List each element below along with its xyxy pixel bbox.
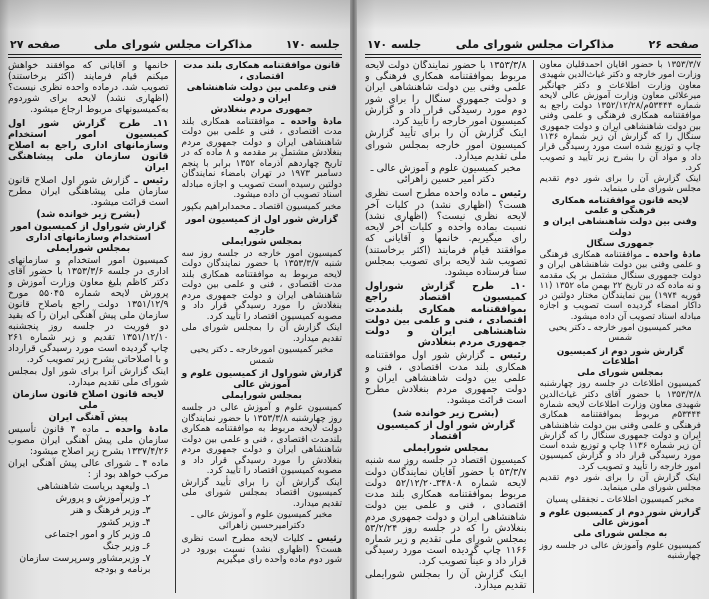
page-number: صفحه ۲۷ bbox=[10, 37, 61, 51]
running-title: مذاکرات مجلس شورای ملی bbox=[455, 37, 615, 51]
paragraph-text: ۱۳۵۳/۳/۸ با حضور نمایندگان دولت لایحه مربوط بموافقتنامه همکاری فرهنگی و علمی وفنی بین دولت شاهنشاهی ایران و دولت جمهوری سنگال را برای شور دوم مورد رسیدگی قرار داد و گزارش کمیسیون امور خارجه را تأیید کرد. bbox=[365, 60, 527, 128]
centered-title-text: گزارش شور دوم از کمیسیون اطلاعات bbox=[556, 346, 684, 367]
page-fold bbox=[350, 0, 357, 599]
centered-title bbox=[182, 105, 343, 116]
centered-title bbox=[365, 443, 527, 454]
list-item bbox=[8, 505, 169, 516]
paragraph bbox=[8, 60, 169, 115]
rapporteur-signature bbox=[182, 345, 343, 366]
paragraph-text: ماده واحده مطرح است نظری هست؟ (اظهاری نشد) در کلیات آخر لایحه نظری نیست؟ (اظهاری نشد) نسبت بماده واحده و کلیات آخر لایحه رای میگیریم. خانمها و آقایانی که موافقند قیام فرمایند (اکثر برخاستند) تصویب شد لایحه برای تصویب بمجلس سنا فرستاده میشود. bbox=[365, 188, 527, 278]
paragraph-text: ماده ۴ قانون تأسیس سازمان ملی پیش آهنگی ایران مصوب ۱۳۳۷/۴/۲۶ بشرح زیر اصلاح میشود: bbox=[8, 424, 169, 457]
centered-title bbox=[540, 368, 702, 378]
paragraph-lead: رئیس ـ bbox=[492, 188, 527, 200]
paragraph bbox=[365, 128, 527, 162]
centered-title bbox=[540, 347, 702, 368]
rapporteur-signature bbox=[365, 163, 527, 185]
list-item bbox=[8, 553, 169, 575]
paragraph bbox=[540, 473, 702, 494]
list-item bbox=[8, 529, 169, 540]
paragraph-text: کمیسیون علوم و آموزش عالی در جلسه روز چهارشنبه ۱۳۵۳/۳/۸ با حضور نمایندگان دولت لایحه مربوط به موافقتنامه همکاری بلندمدت اقتصادی ، فنی و علمی بین دولت شاهنشاهی ایران و دولت جمهوری مردم بنغلادش را مورد رسیدگی قرار داد و مصوبه کمیسیون اقتصاد را تأیید کرد. bbox=[181, 402, 342, 477]
paragraph bbox=[540, 379, 702, 472]
paragraph bbox=[182, 403, 343, 477]
paragraph-text: کلیات لایحه مطرح است نظری هست؟ (اظهاری نشد) نسبت بورود در شور دوم ماده واحده رای میگیریم bbox=[181, 534, 342, 566]
list-item bbox=[8, 517, 169, 528]
paragraph bbox=[365, 455, 527, 567]
centered-title-text: گزارش شوراول از کمیسیون امور استخدام وسازمانهای اداری بمجلس شورایملی bbox=[10, 221, 166, 254]
section-heading bbox=[365, 281, 527, 348]
paragraph bbox=[540, 60, 702, 173]
centered-title-text: گزارش شور اول از کمیسیون امور خارجه bbox=[185, 215, 338, 236]
centered-title bbox=[365, 408, 527, 419]
rapporteur-signature-text: مخبر کمیسیون علوم و آموزش عالی ـ دکترامیرحسین زاهرائی bbox=[191, 510, 333, 531]
centered-title-text: گزارش شور دوم از کمیسیون علوم و آموزش عالی bbox=[540, 507, 701, 529]
centered-title-text: وفنی بین دولت شاهنشاهی ایران و دولت bbox=[543, 217, 697, 238]
paragraph bbox=[365, 350, 527, 406]
paragraph bbox=[8, 366, 169, 388]
section-heading-text: ۱۱ـ طرح گزارش شور اول کمیسیون امور استخدام وسازمانهای اداری راجع به اصلاح قانون سازمان ملی پیشاهنگی ایران bbox=[8, 118, 169, 173]
list-item-text: ۵ـ وزیر کار و امور اجتماعی bbox=[44, 529, 151, 540]
paragraph bbox=[540, 250, 702, 322]
centered-title-text: بمجلس شورایملی bbox=[221, 237, 302, 248]
paragraph-text: اینک گزارش آن را برای شور دوم تقدیم مجلس شورای ملی مینماید. bbox=[539, 174, 701, 195]
centered-title-text: بمجلس شورایملی bbox=[221, 391, 302, 402]
header-double-rule bbox=[365, 54, 701, 58]
scan-shadow bbox=[357, 0, 709, 30]
centered-title bbox=[540, 508, 702, 529]
paragraph-text: کمیسیون امور استخدام و سازمانهای اداری در جلسه ۱۳۵۳/۳/۶ با حضور آقای دکتر کاظم بلیغ معاون وزارت آموزش و پرورش لایحه شماره ۵۵۰۴۵ مورخ ۱۳۵۱/۱۲/۹ دولت راجع باصلاح قانون سازمان ملی پیش آهنگی ایران را که بقید دو فوریت در جلسه روز پنجشنبه ۱۳۵۱/۱۲/۱۰ تقدیم و زیر شماره ۲۶۱ چاپ گردیده است مورد رسیدگی قرارداد و با اصلاحاتی بشرح زیر تصویب کرد. bbox=[8, 255, 169, 365]
paragraph-lead: مادهٔ واحده ـ bbox=[105, 424, 169, 435]
paragraph-text: ۱۳۵۳/۳/۷ با حضور آقایان احمدقلیان معاون وزارت امور خارجه و دکتر غیاث‌الدین شهیدی معاون وزارت اطلاعات و دکتر جهانگیر میرعلائی معاون وزارت آموزش عالی لایحه شماره ۵۳۴۴۴م/۱۳۵۲/۱۲/۲۸ دولت راجع به موافقتنامه همکاری فرهنگی و علمی وفنی بین دولت شاهنشاهی ایران و دولت جمهوری سنگال را که گزارش آن زیر شماره ۱۱۳۶ چاپ و توزیع شده است مورد رسیدگی قرار داد و مواد آن را بشرح زیر تأیید و تصویب کرد. bbox=[539, 60, 701, 173]
centered-title-text: فنی وعلمی بین دولت شاهنشاهی ایران و دولت bbox=[186, 83, 337, 104]
centered-title-text: قانون موافقتنامه همکاری بلند مدت اقتصادی ، bbox=[183, 61, 341, 82]
paragraph bbox=[8, 175, 169, 208]
paragraph bbox=[182, 478, 343, 510]
paragraph bbox=[365, 569, 527, 591]
text-column-right bbox=[175, 60, 343, 593]
section-heading-text: ۱۰ـ طرح گزارش شوراول کمیسیون اقتصاد راجع بموافقتنامه همکاری بلندمدت اقتصادی ، فنی و علمی بین دولت شاهنشاهی ایران و دولت جمهوری مردم بنغلادش bbox=[365, 281, 527, 349]
centered-title-text: (بشرح زیر خوانده شد) bbox=[36, 209, 141, 220]
list-item bbox=[8, 481, 169, 492]
centered-title bbox=[540, 529, 702, 539]
text-column-left bbox=[365, 60, 533, 593]
paragraph-lead: مادهٔ واحده ـ bbox=[646, 250, 701, 261]
list-item-text: ۷ـ وزیرمشاور وسرپرست سازمان برنامه و بودجه bbox=[19, 553, 151, 575]
centered-title bbox=[540, 239, 702, 249]
paragraph-lead: رئیس ـ bbox=[308, 534, 342, 545]
paragraph bbox=[182, 249, 343, 323]
text-column-left bbox=[8, 60, 175, 593]
centered-title-text: لایحه قانون اصلاح قانون سازمان ملی bbox=[12, 389, 165, 411]
rapporteur-signature-text: مخبر کمیسیون امور خارجه ـ دکتر یحیی شمس bbox=[548, 323, 692, 344]
centered-title bbox=[182, 215, 343, 236]
section-heading bbox=[8, 118, 169, 173]
list-item bbox=[8, 493, 169, 504]
text-columns bbox=[8, 60, 342, 593]
centered-title bbox=[8, 221, 169, 254]
rapporteur-signature bbox=[182, 202, 343, 213]
paragraph-text: کمیسیون اطلاعات در جلسه روز چهارشنبه ۱۳۵۳/۳/۸ با حضور آقای دکتر غیاث‌الدین شهیدی معاون وزارت اطلاعات لایحه شماره ۵۳۴۴۴م مربوط بموافقتنامه همکاری فرهنگی و علمی وفنی بین دولت شاهنشاهی ایران و دولت جمهوری سنگال را که گزارش آن زیر شماره ۱۱۳۶ چاپ و توزیع شده است مورد رسیدگی قرار داد و گزارش کمیسیون امور خارجه را تأیید و تصویب کرد. bbox=[539, 379, 701, 472]
header-double-rule bbox=[8, 54, 342, 58]
rapporteur-signature-text: مخبر کمیسیون امورخارجه ـ دکتر یحیی شمس bbox=[190, 345, 334, 366]
paragraph-text: اینک گزارش آن را برای تأیید گزارش کمیسیون امور خارجه بمجلس شورای ملی تقدیم میدارد. bbox=[365, 128, 527, 162]
paragraph bbox=[8, 458, 169, 480]
centered-title-text: بمجلس شورایملی bbox=[402, 443, 489, 455]
paragraph-text: ماده ۴ ـ شورای عالی پیش آهنگی ایران مرکب خواهد بود از : bbox=[8, 458, 169, 480]
rapporteur-signature bbox=[182, 510, 343, 531]
rapporteur-signature bbox=[540, 495, 702, 505]
centered-title-text: به مجلس شورای ملی bbox=[573, 529, 668, 540]
centered-title-text: جمهوری سنگال bbox=[586, 238, 655, 249]
page-27 bbox=[0, 0, 350, 599]
centered-title bbox=[182, 237, 343, 248]
page-header bbox=[10, 36, 340, 52]
paragraph bbox=[540, 541, 702, 562]
list-item-text: ۶ـ وزیر جنگ bbox=[102, 541, 151, 552]
centered-title bbox=[182, 391, 343, 402]
paragraph-text: گزارش شور اول موافقتنامه همکاری بلند مدت اقتصادی ، فنی و علمی بین دولت شاهنشاهی ایران و دولت جمهوری مردم بنغلادش مطرح است قرائت میشود. bbox=[365, 350, 527, 407]
centered-title-text: لایحه قانون موافقتنامه همکاری فرهنگی و علمی bbox=[551, 195, 689, 216]
text-columns bbox=[365, 60, 701, 593]
centered-title-text: پیش آهنگی ایران bbox=[48, 412, 128, 423]
centered-title-text: گزارش شور اول از کمیسیون اقتصاد bbox=[376, 419, 515, 442]
paragraph-text: کمیسیون اقتصاد در جلسه روز سه شنبه ۵۳/۳/۷ با حضور آقایان نمایندگان دولت لایحه شماره ۳۴۸۰۸ـ۵۲/۱۲/۲۰ دولت مربوط بموافقتنامه همکاری بلند مدت اقتصادی ، فنی و علمی بین دولت شاهنشاهی ایران و دولت جمهوری مردم بنغلادش را که در جلسه روز ۵۳/۲/۲۴ بمجلس شورای ملی تقدیم و زیر شماره ۱۱۶۶ چاپ گردیده است مورد رسیدگی قرار داد و عیناً تصویب کرد. bbox=[365, 455, 527, 568]
paragraph-text: کمیسیون امور خارجه در جلسه روز سه شنبه ۱۳۵۳/۳/۷ با حضور نمایندگان دولت لایحه مربوط به موافقتنامه همکاری بلند مدت اقتصادی ، فنی و علمی بین دولت شاهنشاهی ایران و دولت جمهوری مردم بنغلادش را مورد رسیدگی قرار داد و مصوبه کمیسیون اقتصاد را تأیید کرد. bbox=[181, 248, 342, 322]
paragraph bbox=[365, 60, 527, 127]
paragraph bbox=[540, 174, 702, 195]
paragraph-lead: مادهٔ واحده ـ bbox=[281, 116, 342, 127]
scan-shadow bbox=[0, 0, 350, 30]
centered-title-text: بمجلس شورای ملی bbox=[577, 368, 664, 379]
running-title: مذاکرات مجلس شورای ملی bbox=[93, 37, 253, 51]
paragraph bbox=[182, 534, 343, 566]
list-item bbox=[8, 541, 169, 552]
centered-title bbox=[8, 209, 169, 220]
centered-title-text: (بشرح زیر خوانده شد) bbox=[392, 407, 499, 419]
centered-title bbox=[8, 389, 169, 411]
rapporteur-signature-text: مخبر کمیسیون علوم و آموزش عالی ـ دکتر امیر حسین زاهرائی bbox=[370, 162, 521, 186]
paragraph-text: اینک گزارش آن را بمجلس شورای ملی تقدیم میدارد. bbox=[181, 323, 342, 344]
centered-title bbox=[8, 412, 169, 423]
paragraph-text: گزارش شور اول اصلاح قانون سازمان ملی پیشاهنگی ایران مطرح است قرائت میشود. bbox=[8, 175, 169, 208]
paragraph-text: اینک گزارش آن را برای تأیید گزارش کمیسیون اقتصاد بمجلس شورای ملی تقدیم میدارد. bbox=[181, 477, 342, 509]
rapporteur-signature bbox=[540, 323, 702, 344]
list-item-text: ۱ـ ولیعهد بریاست شاهنشاهی bbox=[37, 481, 151, 492]
paragraph bbox=[8, 255, 169, 365]
session-number: جلسه ۱۷۰ bbox=[367, 37, 422, 51]
list-item-text: ۳ـ وزیر فرهنگ و هنر bbox=[70, 505, 151, 516]
paragraph-text: اینک گزارش آن را برای شور دوم تقدیم مجلس شورای ملی مینماید. bbox=[539, 472, 701, 494]
paragraph bbox=[182, 323, 343, 344]
list-item-text: ۲ـ وزیرآموزش و پرورش bbox=[55, 493, 151, 504]
centered-title-text: گزارش شوراول از کمیسیون علوم و آموزش عالی bbox=[181, 369, 342, 390]
rapporteur-signature-text: مخبر کمیسیون اقتصاد ـ محمدابراهیم بکپور bbox=[182, 201, 342, 212]
centered-title bbox=[540, 217, 702, 238]
page-26 bbox=[357, 0, 709, 599]
paragraph bbox=[365, 188, 527, 278]
paragraph-text: خانمها و آقایانی که موافقند خواهش میکنم قیام فرمایند (اکثر برخاستند) تصویب شد. درماده واحده نظری نیست؟ (اظهاری نشد) لایحه برای شوردوم به‌کمیسیونهای مربوط ارجاع میشود. bbox=[8, 60, 169, 115]
paragraph-lead: رئیس ـ bbox=[490, 350, 527, 362]
centered-title bbox=[182, 369, 343, 390]
page-number: صفحه ۲۶ bbox=[648, 37, 699, 51]
paragraph-text: اینک گزارش آنرا برای شور اول بمجلس شورای ملی تقدیم میدارد. bbox=[8, 366, 169, 388]
list-item-text: ۴ـ وزیر کشور bbox=[97, 517, 151, 528]
rapporteur-signature-text: مخبر کمیسیون اطلاعات ـ نجفقلی پسیان bbox=[546, 494, 695, 505]
centered-title bbox=[365, 420, 527, 442]
paragraph-text: موافقتنامه همکاری بلند مدت اقتصادی ، فنی و علمی بین دولت شاهنشاهی ایران و دولت جمهوری مردم بنغلادش مشتمل بر مقدمه و ۸ ماده که در تاریخ چهاردهم آذرماه ۱۳۵۲ برابر با پنجم دسامبر ۱۹۷۳ در تهران بامضاء نمایندگان دولتین رسیده است تصویب و اجازه مبادله اسناد تصویب آن داده میشود. bbox=[181, 116, 342, 201]
text-column-right bbox=[533, 60, 702, 593]
centered-title bbox=[182, 83, 343, 104]
centered-title bbox=[540, 196, 702, 217]
paragraph-lead: رئیس ـ bbox=[134, 175, 169, 186]
centered-title bbox=[182, 61, 343, 82]
paragraph bbox=[8, 424, 169, 457]
session-number: جلسه ۱۷۰ bbox=[285, 37, 340, 51]
centered-title-text: جمهوری مردم بنغلادش bbox=[210, 105, 313, 116]
paragraph-text: اینک گزارش آن را بمجلس شورایملی تقدیم میدارد. bbox=[365, 568, 527, 591]
paragraph bbox=[182, 117, 343, 201]
paragraph-text: کمیسیون علوم وآموزش عالی در جلسه روز چهارشنبه bbox=[539, 540, 701, 561]
page-header bbox=[367, 36, 699, 52]
paragraph-text: موافقتنامه همکاری فرهنگی و علمی وفنی بین دولت شاهنشاهی ایران و دولت جمهوری سنگال مشتمل بر یک مقدمه و نه ماده که در تاریخ ۲۲ بهمن ماه ۱۳۵۲ (۱۱ فوریه ۱۹۷۴) بین نمایندگان مختار دولتین در داکار امضاء گردیده است تصویب و اجازه مبادله اسناد تصویب آن داده میشود. bbox=[539, 250, 701, 322]
